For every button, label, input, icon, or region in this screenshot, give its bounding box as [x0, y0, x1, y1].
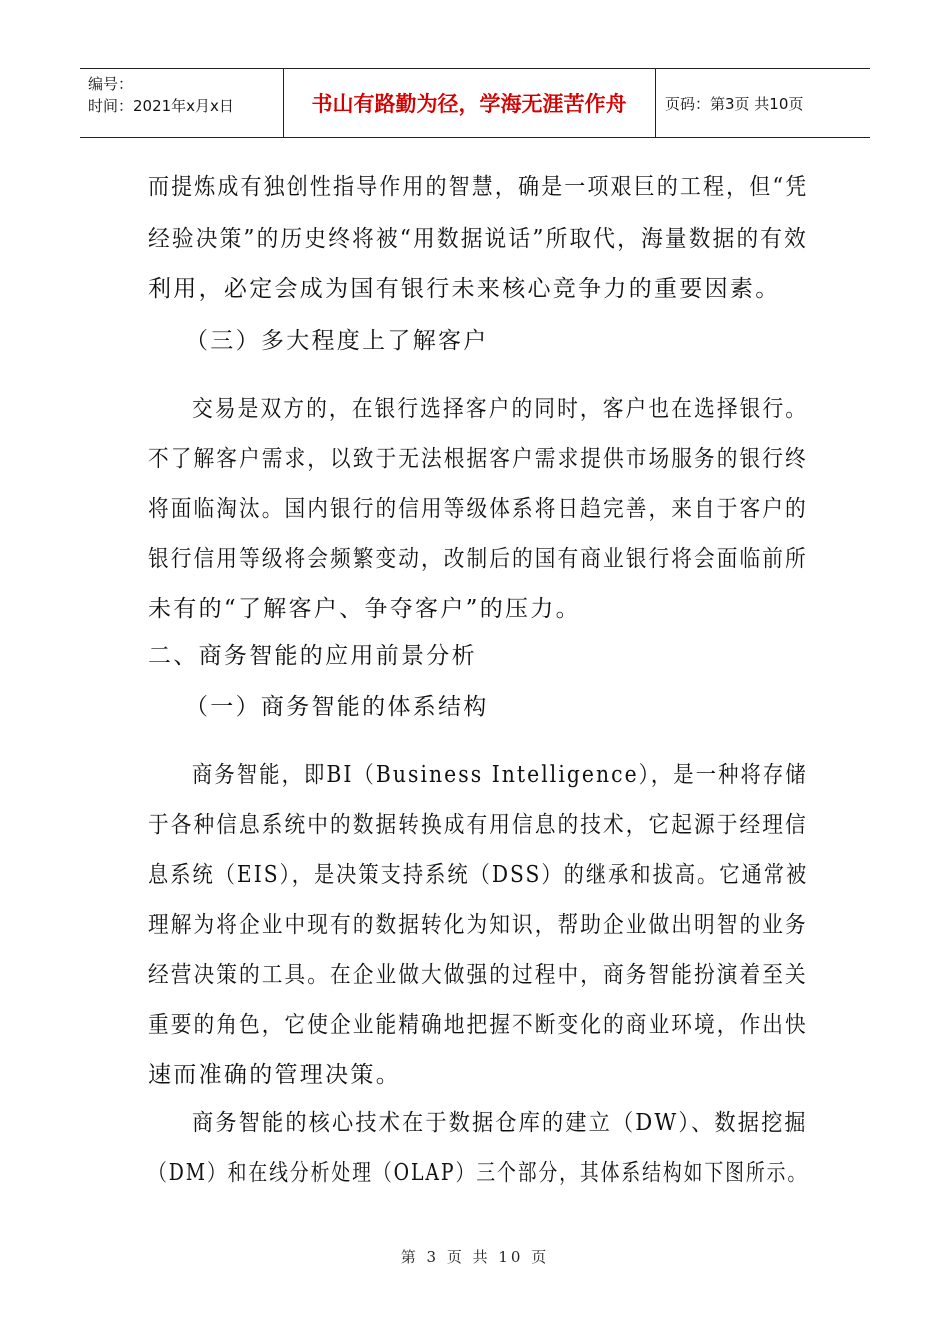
header-divider [655, 69, 656, 137]
chapter-heading: 二、商务智能的应用前景分析 [148, 643, 477, 669]
body-line: 理解为将企业中现有的数据转化为知识，帮助企业做出明智的业务 [148, 912, 808, 938]
section-heading: （三）多大程度上了解客户 [185, 328, 489, 354]
body-line: 经营决策的工具。在企业做大做强的过程中，商务智能扮演着至关 [148, 962, 808, 988]
body-line: 商务智能，即BI（Business Intelligence），是一种将存储 [192, 762, 808, 788]
document-header [80, 68, 870, 138]
section-heading: （一）商务智能的体系结构 [185, 694, 489, 720]
body-line: 重要的角色，它使企业能精确地把握不断变化的商业环境，作出快 [148, 1012, 808, 1038]
body-line: 而提炼成有独创性指导作用的智慧，确是一项艰巨的工程，但“凭 [148, 174, 809, 200]
body-line: 经验决策”的历史终将被“用数据说话”所取代，海量数据的有效 [148, 226, 809, 252]
document-number-label: 编号： [88, 75, 134, 93]
body-line: 于各种信息系统中的数据转换成有用信息的技术，它起源于经理信 [148, 812, 808, 838]
body-line: 息系统（EIS），是决策支持系统（DSS）的继承和拔高。它通常被 [148, 862, 809, 888]
body-line: （DM）和在线分析处理（OLAP）三个部分，其体系结构如下图所示。 [148, 1160, 809, 1186]
header-page-number: 页码：第3页 共10页 [665, 94, 804, 113]
page-footer: 第 3 页 共 10 页 [400, 1248, 550, 1266]
body-line: 银行信用等级将会频繁变动，改制后的国有商业银行将会面临前所 [148, 546, 808, 572]
header-motto: 书山有路勤为径，学海无涯苦作舟 [311, 92, 627, 116]
body-line: 将面临淘汰。国内银行的信用等级体系将日趋完善，来自于客户的 [148, 496, 808, 522]
body-line: 交易是双方的，在银行选择客户的同时，客户也在选择银行。 [192, 396, 809, 422]
body-line: 利用，必定会成为国有银行未来核心竞争力的重要因素。 [148, 276, 781, 302]
body-line: 不了解客户需求，以致于无法根据客户需求提供市场服务的银行终 [148, 446, 808, 472]
body-line: 速而准确的管理决策。 [148, 1062, 401, 1088]
body-line: 未有的“了解客户、争夺客户”的压力。 [148, 596, 581, 622]
body-line: 商务智能的核心技术在于数据仓库的建立（DW）、数据挖掘 [192, 1110, 808, 1136]
header-info [88, 73, 234, 117]
document-time-label: 时间：2021年x月x日 [88, 97, 234, 115]
